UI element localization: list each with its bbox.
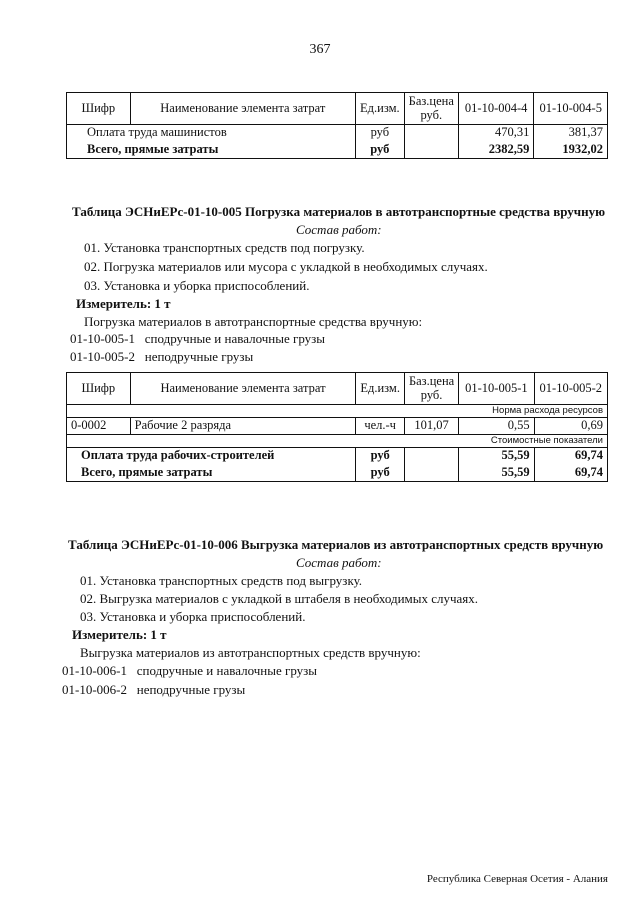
work-step: 03. Установка и уборка приспособлений. [80,609,306,624]
code-label: неподручные грузы [144,349,254,364]
header-cell: Баз.цена руб. [404,373,458,405]
code-label: сподручные и навалочные грузы [136,663,318,678]
code-item [70,349,253,365]
header-cell: 01-10-005-1 [459,373,534,405]
code-label: неподручные грузы [136,682,246,697]
row-value: 0,69 [534,418,607,435]
code: 01-10-006-2 [62,682,127,697]
section-label-row [67,405,608,418]
section-title: Таблица ЭСНиЕРс-01-10-005 Погрузка материалов в автотранспортные средства вручную [72,204,606,219]
cost-table-01-10-005 [66,372,608,482]
header-cell: 01-10-005-2 [534,373,607,405]
page-number: 367 [309,42,331,57]
row-value: 69,74 [534,465,607,482]
measure-unit: Измеритель: 1 т [76,296,171,311]
section-title: Таблица ЭСНиЕРс-01-10-006 Выгрузка материалов из автотранспортных средств вручную [68,537,604,552]
row-name: Оплата труда машинистов [67,125,356,142]
header-cell: Ед.изм. [356,373,405,405]
work-step: 03. Установка и уборка приспособлений. [84,278,310,293]
row-value: 2382,59 [458,142,534,159]
work-step: 01. Установка транспортных средств под выгрузку. [80,573,363,588]
row-unit: чел.-ч [356,418,405,435]
row-unit: руб [356,125,405,142]
row-name: Всего, прямые затраты [67,465,356,482]
table-row [67,142,608,159]
row-name: Оплата труда рабочих-строителей [67,448,356,465]
section-subtitle: Состав работ: [296,222,382,237]
row-price: 101,07 [404,418,458,435]
row-name: Всего, прямые затраты [67,142,356,159]
header-cell: Ед.изм. [356,93,405,125]
code: 01-10-006-1 [62,663,127,678]
header-cell: Наименование элемента затрат [130,93,355,125]
row-value: 55,59 [459,465,534,482]
row-value: 470,31 [458,125,534,142]
section-description: Погрузка материалов в автотранспортные средства вручную: [84,314,423,329]
section-label-row [67,435,608,448]
page-footer: Республика Северная Осетия - Алания [426,873,608,885]
code: 01-10-005-2 [70,349,135,364]
cost-table-01-10-004 [66,92,608,159]
section-description: Выгрузка материалов из автотранспортных средств вручную: [80,645,421,660]
row-unit: руб [356,465,405,482]
table-row [67,125,608,142]
code: 01-10-005-1 [70,331,135,346]
table-row [67,418,608,435]
table-header-row [67,373,608,405]
work-step: 02. Погрузка материалов или мусора с укладкой в необходимых случаях. [84,259,488,274]
header-cell: 01-10-004-5 [534,93,608,125]
measure-unit: Измеритель: 1 т [72,627,167,642]
work-step: 01. Установка транспортных средств под погрузку. [84,240,365,255]
row-value: 55,59 [459,448,534,465]
norm-label: Норма расхода ресурсов [67,405,608,418]
row-unit: руб [356,448,405,465]
code-label: сподручные и навалочные грузы [144,331,326,346]
header-cell: 01-10-004-4 [458,93,534,125]
code-item [62,682,245,698]
table-header-row [67,93,608,125]
code-item [62,663,317,679]
cost-label: Стоимостные показатели [67,435,608,448]
row-value: 381,37 [534,125,608,142]
row-code: 0-0002 [67,418,131,435]
row-unit: руб [356,142,405,159]
table-row [67,448,608,465]
table-row [67,465,608,482]
header-cell: Баз.цена руб. [404,93,458,125]
row-name: Рабочие 2 разряда [130,418,356,435]
header-cell: Шифр [67,93,131,125]
section-subtitle: Состав работ: [296,555,382,570]
header-cell: Наименование элемента затрат [130,373,356,405]
header-cell: Шифр [67,373,131,405]
row-value: 1932,02 [534,142,608,159]
work-step: 02. Выгрузка материалов с укладкой в штабеля в необходимых случаях. [80,591,479,606]
row-value: 69,74 [534,448,607,465]
code-item [70,331,325,347]
row-value: 0,55 [459,418,534,435]
